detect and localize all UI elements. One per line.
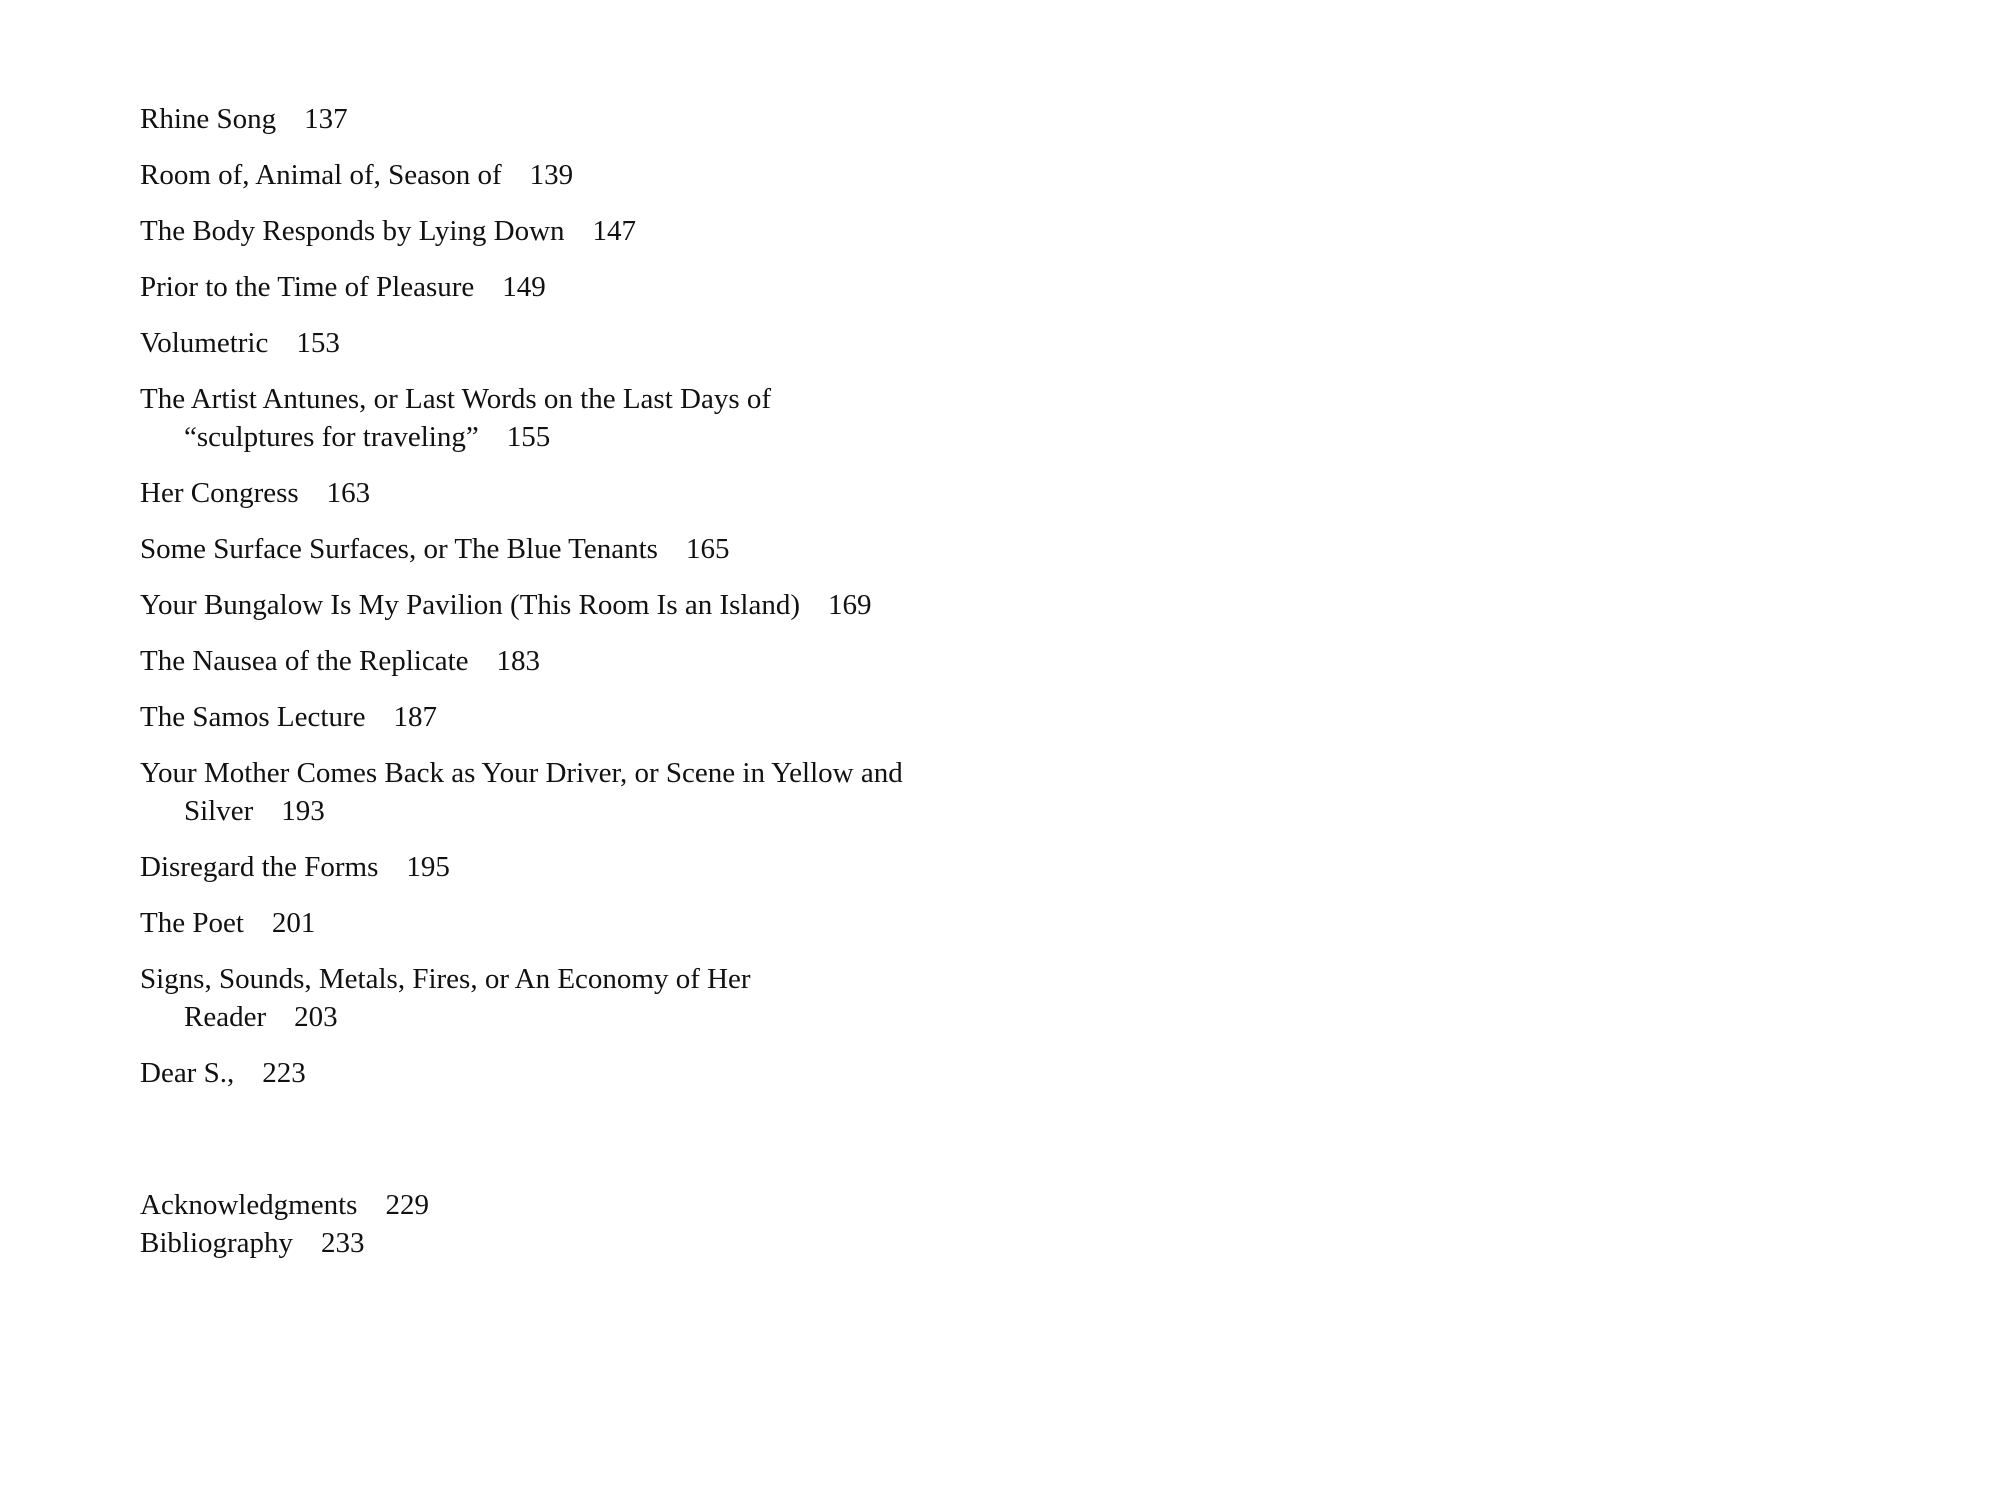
toc-entry-page: 169 [828,589,872,621]
toc-entry [140,268,1340,306]
toc-entry-title: Room of, Animal of, Season of [140,159,502,191]
toc-entry-page: 147 [592,215,637,247]
toc-entry-title: Her Congress [140,477,299,509]
toc-entry [140,642,1340,680]
toc-entry [140,324,1340,362]
toc-entry-title: Dear S., [140,1057,235,1089]
toc-entry-title: Bibliography [140,1227,294,1259]
toc-entry [140,474,1340,512]
toc-entry [140,1054,1340,1092]
toc-entry-page: 165 [685,533,730,565]
toc-entry [140,960,834,1036]
toc-entry-title: Your Bungalow Is My Pavilion (This Room Is an Island) [140,589,801,621]
toc-entry-title: Acknowledgments [140,1189,358,1221]
toc-entry [140,754,919,830]
toc-entry-page: 229 [385,1189,429,1221]
toc-entry [140,904,1340,942]
toc-entry-bibliography [140,1224,429,1262]
toc-entry-page: 195 [406,851,450,883]
toc-entry-title: The Poet [140,907,244,939]
toc-entry [140,156,1340,194]
toc-entry-page: 153 [296,327,340,359]
toc-entry-page: 139 [529,159,574,191]
toc-entry [140,698,1340,736]
toc-entry [140,586,1340,624]
toc-entry-page: 223 [262,1057,306,1089]
toc-entry-title: Prior to the Time of Pleasure [140,271,475,303]
toc-entry-page: 183 [496,645,541,677]
toc-entry [140,212,1340,250]
toc-entry-title: The Samos Lecture [140,701,366,733]
toc-entry-page: 163 [326,477,371,509]
toc-entry-page: 193 [281,795,325,827]
toc-entry-page: 201 [271,907,316,939]
toc-entry-title: The Body Responds by Lying Down [140,215,565,247]
table-of-contents [140,100,1340,1110]
toc-entry [140,530,1340,568]
toc-entry-page: 203 [294,1001,338,1033]
toc-entry-page: 233 [321,1227,365,1259]
toc-entry-acknowledgments [140,1186,429,1224]
toc-entry-page: 149 [502,271,546,303]
toc-entry [140,380,834,456]
toc-entry-title: Signs, Sounds, Metals, Fires, or An Economy of Her Reader [140,963,751,1033]
toc-entry-page: 187 [393,701,437,733]
back-matter-list [140,1186,429,1262]
toc-entry-title: The Artist Antunes, or Last Words on the Last Days of “sculptures for traveling” [140,383,772,453]
toc-entry-title: Volumetric [140,327,269,359]
toc-entry [140,848,1340,886]
toc-entry-title: Rhine Song [140,103,277,135]
toc-entry-title: Some Surface Surfaces, or The Blue Tenants [140,533,658,565]
toc-entry-title: Disregard the Forms [140,851,379,883]
toc-entry [140,100,1340,138]
toc-entry-page: 155 [506,421,551,453]
toc-entry-title: Your Mother Comes Back as Your Driver, or Scene in Yellow and Silver [140,757,903,827]
toc-entry-title: The Nausea of the Replicate [140,645,469,677]
toc-entry-page: 137 [304,103,348,135]
